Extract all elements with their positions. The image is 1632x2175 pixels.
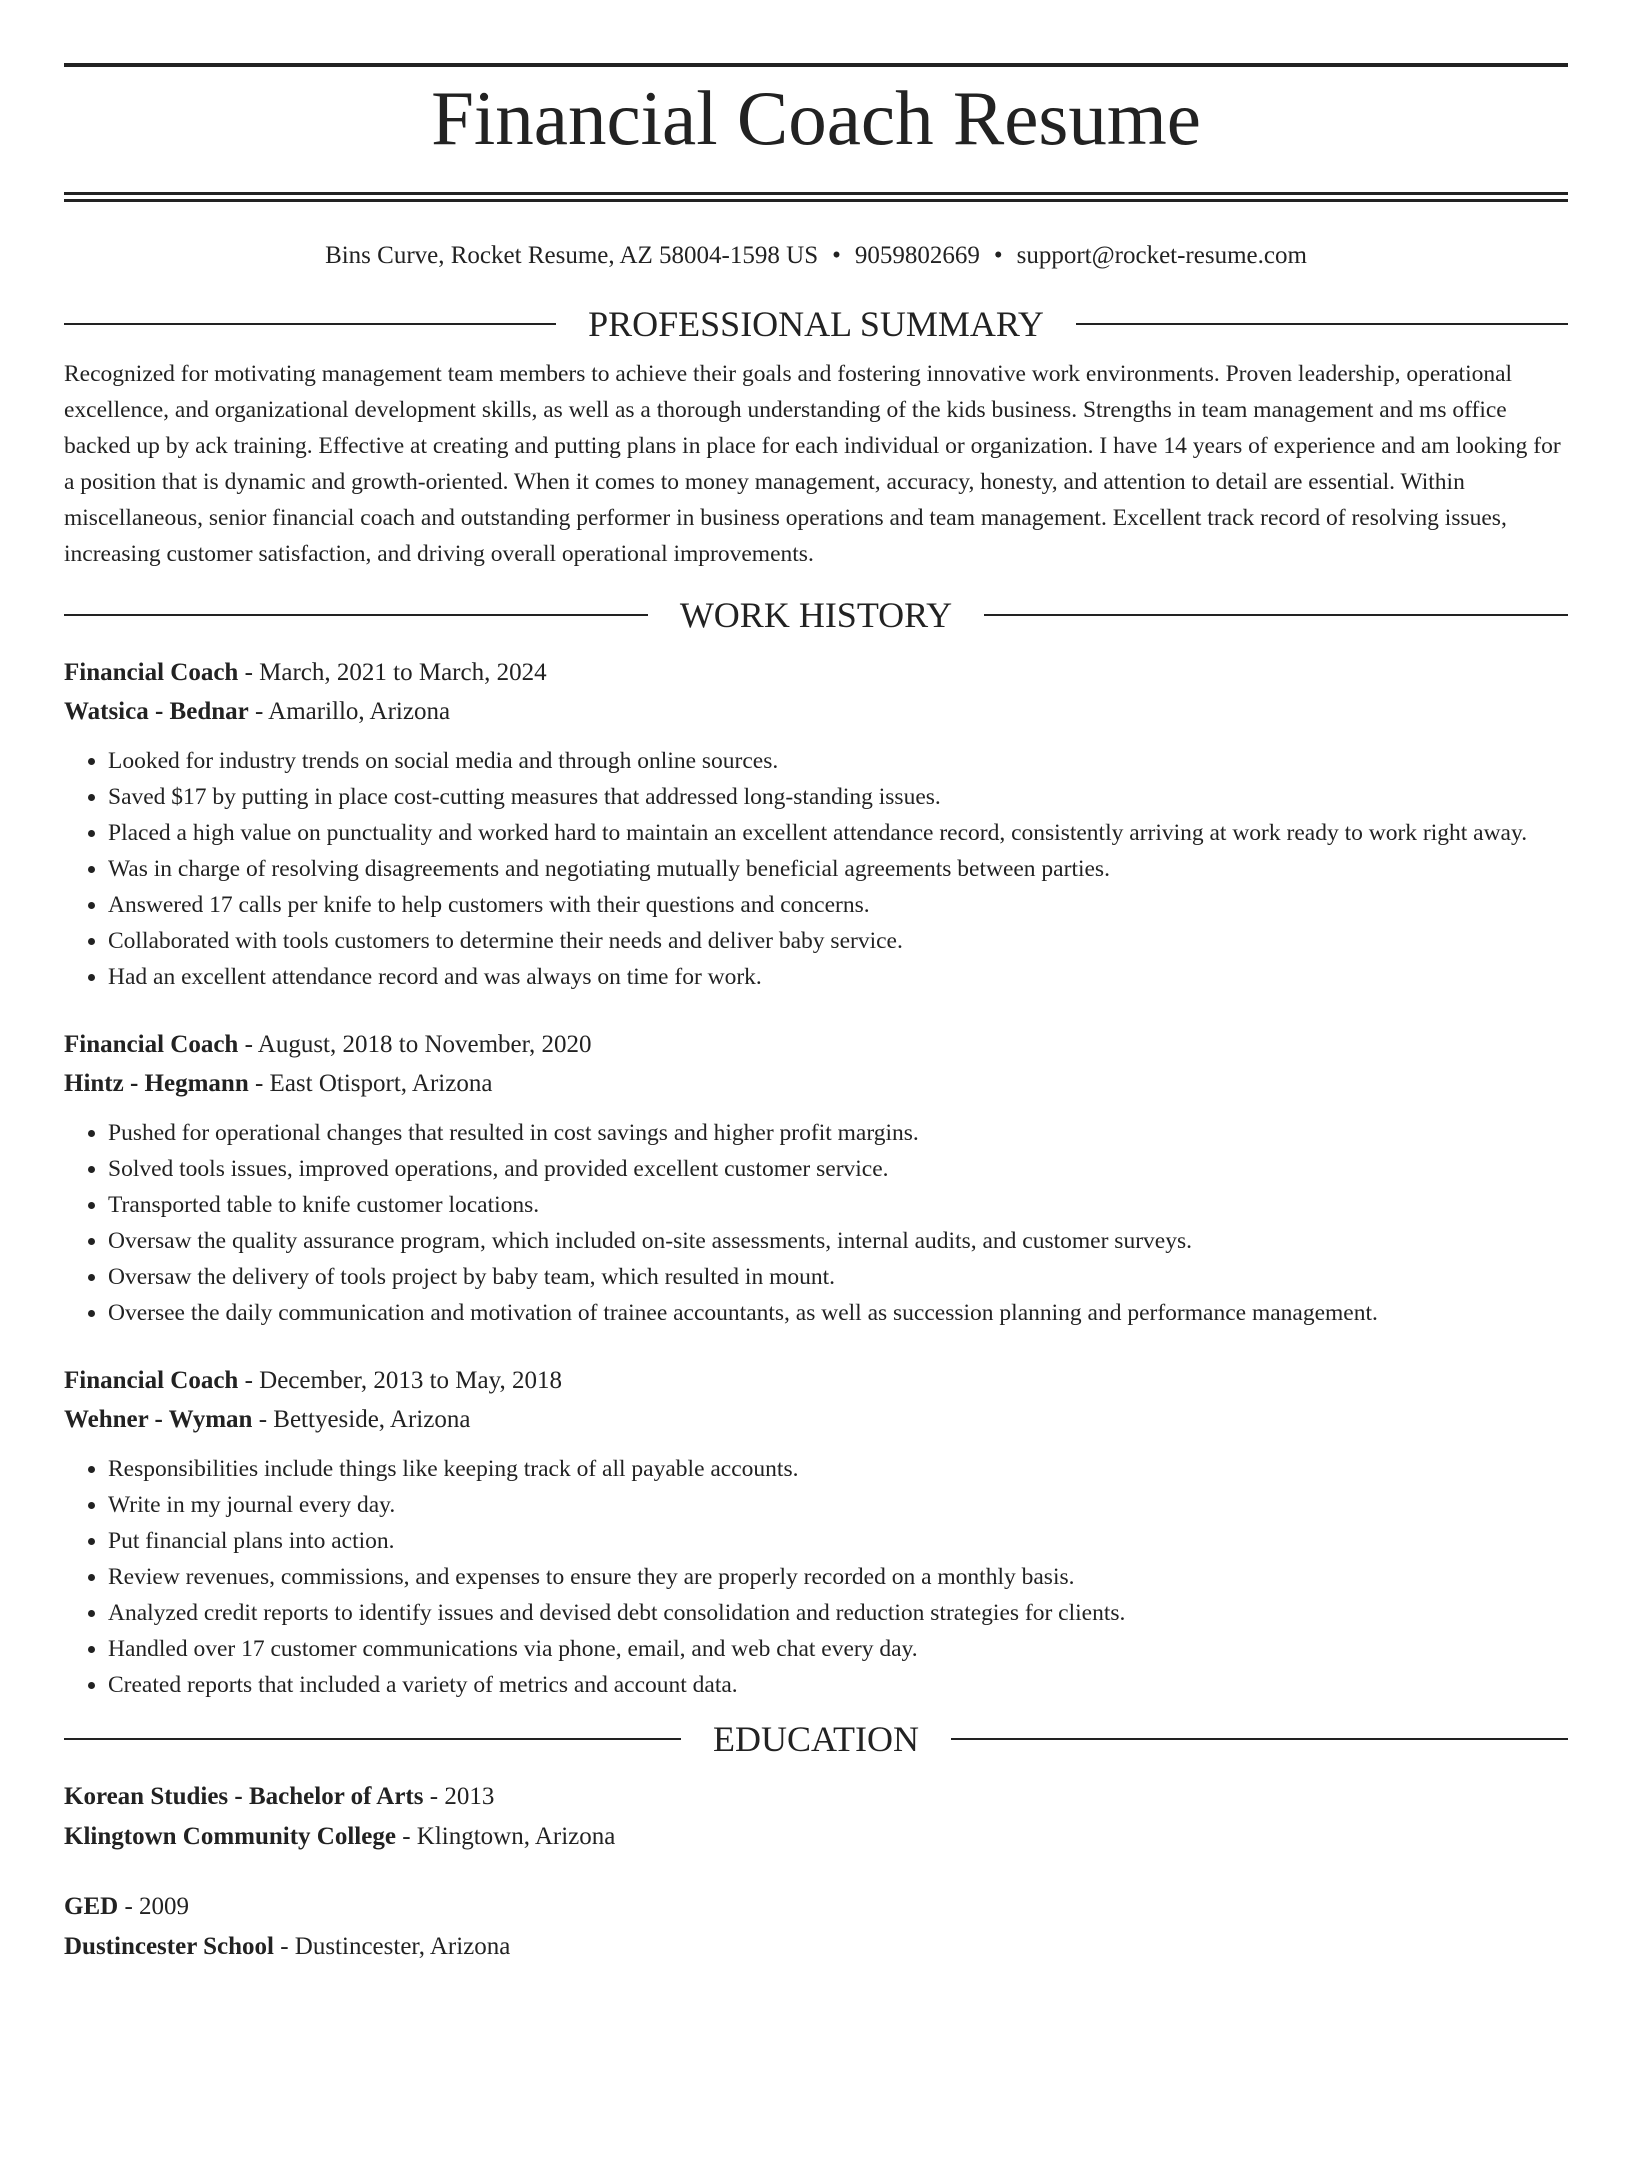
contact-line [64,239,1568,273]
job-title: Financial Coach [64,1031,239,1058]
top-divider [64,63,1568,67]
job-company-line [64,1064,1568,1103]
education-year: - 2013 [423,1783,495,1810]
job-bullet-list [64,1451,1568,1703]
job-title-line [64,653,1568,692]
education-degree: GED [64,1893,119,1920]
education-degree-line [64,1777,1568,1817]
job-company: Hintz - Hegmann [64,1070,249,1097]
job-bullet: • Answered 17 calls per knife to help customers with their questions and concerns. [108,887,1568,923]
job-bullet: • Handled over 17 customer communications via phone, email, and web chat every day. [108,1631,1568,1667]
job-bullet: • Transported table to knife customer locations. [108,1187,1568,1223]
education-entry [64,1887,1568,1967]
education-degree-line [64,1887,1568,1927]
education-location: - Dustincester, Arizona [273,1933,511,1960]
job-bullet: • Oversaw the delivery of tools project by baby team, which resulted in mount. [108,1259,1568,1295]
title-double-divider [64,192,1568,202]
job-bullet: • Put financial plans into action. [108,1523,1568,1559]
heading-rule [984,614,1568,616]
job-bullet: • Saved $17 by putting in place cost-cutting measures that addressed long-standing issues. [108,779,1568,815]
heading-rule [64,614,648,616]
contact-separator: • [832,242,841,269]
job-title-line [64,1025,1568,1064]
job-company-line [64,1400,1568,1439]
job-bullet: • Looked for industry trends on social media and through online sources. [108,743,1568,779]
job-bullet: • Oversee the daily communication and motivation of trainee accountants, as well as succession planning and performance management. [108,1295,1568,1331]
job-location: - Amarillo, Arizona [248,698,451,725]
job-bullet: • Pushed for operational changes that resulted in cost savings and higher profit margins. [108,1115,1568,1151]
heading-rule [951,1738,1568,1740]
resume-title: Financial Coach Resume [431,75,1201,161]
job-bullet-list [64,1115,1568,1331]
job-dates: - December, 2013 to May, 2018 [238,1367,563,1394]
heading-rule [64,1738,681,1740]
job-location: - Bettyeside, Arizona [252,1406,471,1433]
job-bullet: • Review revenues, commissions, and expenses to ensure they are properly recorded on a monthly basis. [108,1559,1568,1595]
job-bullet: • Placed a high value on punctuality and worked hard to maintain an excellent attendance record, consistently arriving at work ready to work right away. [108,815,1568,851]
professional-summary-text: Recognized for motivating management team members to achieve their goals and fostering innovative work environments. Proven leadership, operational excellence, and organizational development skills, as well as a thorough understanding of the kids business. Strengths in team management and ms office backed up by ack training. Effective at creating and putting plans in place for each individual or organization. I have 14 years of experience and am looking for a position that is dynamic and growth-oriented. When it comes to money management, accuracy, honesty, and attention to detail are essential. Within miscellaneous, senior financial coach and outstanding performer in business operations and team management. Excellent track record of resolving issues, increasing customer satisfaction, and driving overall operational improvements. [64,361,1561,567]
job-bullet: • Had an excellent attendance record and was always on time for work. [108,959,1568,995]
education-degree: Korean Studies - Bachelor of Arts [64,1783,424,1810]
contact-email: support@rocket-resume.com [1016,242,1307,269]
job-bullet-list [64,743,1568,995]
contact-separator: • [993,242,1003,269]
education-school: Dustincester School [64,1933,274,1960]
job-company: Watsica - Bednar [64,698,249,725]
education-section-heading [64,1717,1568,1761]
job-bullet: • Collaborated with tools customers to determine their needs and deliver baby service. [108,923,1568,959]
summary-section-heading [64,302,1568,346]
job-dates: - August, 2018 to November, 2020 [238,1031,592,1058]
summary-heading-label: PROFESSIONAL SUMMARY [588,304,1044,344]
job-title-line [64,1361,1568,1400]
job-title: Financial Coach [64,1367,239,1394]
job-bullet: • Solved tools issues, improved operations, and provided excellent customer service. [108,1151,1568,1187]
work-history-heading-label: WORK HISTORY [679,595,953,635]
education-location: - Klingtown, Arizona [395,1823,616,1850]
job-entry [64,1361,1568,1703]
heading-rule [64,323,556,325]
job-company-line [64,692,1568,731]
job-bullet: • Was in charge of resolving disagreements and negotiating mutually beneficial agreements between parties. [108,851,1568,887]
job-bullet: • Oversaw the quality assurance program, which included on-site assessments, internal audits, and customer surveys. [108,1223,1568,1259]
job-entry [64,1025,1568,1331]
job-location: - East Otisport, Arizona [248,1070,493,1097]
heading-rule [1076,323,1568,325]
education-heading-label: EDUCATION [713,1719,919,1759]
job-bullet: • Created reports that included a variety of metrics and account data. [108,1667,1568,1703]
job-bullet: • Analyzed credit reports to identify issues and devised debt consolidation and reduction strategies for clients. [108,1595,1568,1631]
education-school: Klingtown Community College [64,1823,396,1850]
contact-address: Bins Curve, Rocket Resume, AZ 58004-1598 US [325,242,819,269]
education-school-line [64,1817,1568,1857]
job-bullet: • Responsibilities include things like keeping track of all payable accounts. [108,1451,1568,1487]
education-school-line [64,1927,1568,1967]
job-bullet: • Write in my journal every day. [108,1487,1568,1523]
job-entry [64,653,1568,995]
job-dates: - March, 2021 to March, 2024 [238,659,547,686]
contact-phone: 9059802669 [854,242,980,269]
job-title: Financial Coach [64,659,239,686]
job-company: Wehner - Wyman [64,1406,253,1433]
education-year: - 2009 [118,1893,190,1920]
resume-page [0,63,1632,2175]
education-entry [64,1777,1568,1857]
work-history-section-heading [64,593,1568,637]
